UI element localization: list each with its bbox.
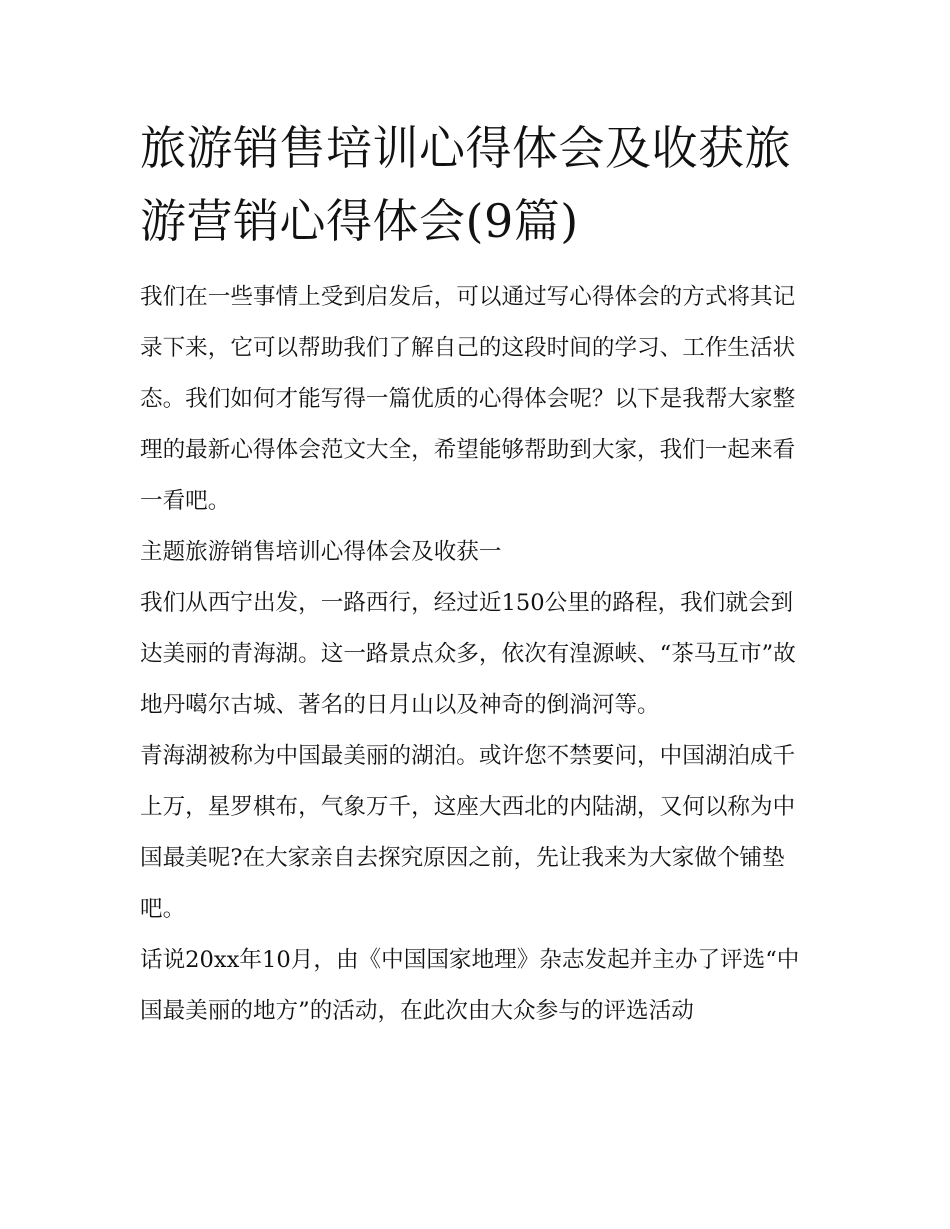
document-page: [140, 112, 812, 1037]
document-title: 旅游销售培训心得体会及收获旅游营销心得体会(9篇): [140, 121, 791, 248]
title-spacer: [140, 258, 812, 272]
body-paragraph: 青海湖被称为中国最美丽的湖泊。或许您不禁要问，中国湖泊成千上万，星罗棋布，气象万千，这座大西北的内陆湖，又何以称为中国最美呢?在大家亲自去探究原因之前，先让我来为大家做个铺垫吧。: [140, 743, 796, 922]
body-paragraph: 我们从西宁出发，一路西行，经过近150公里的路程，我们就会到达美丽的青海湖。这一路景点众多，依次有湟源峡、“茶马互市”故地丹噶尔古城、著名的日月山以及神奇的倒淌河等。: [140, 590, 796, 718]
intro-paragraph: 我们在一些事情上受到启发后，可以通过写心得体会的方式将其记录下来，它可以帮助我们了解自己的这段时间的学习、工作生活状态。我们如何才能写得一篇优质的心得体会呢？以下是我帮大家整理的最新心得体会范文大全，希望能够帮助到大家，我们一起来看一看吧。: [140, 284, 796, 514]
section-heading: 主题旅游销售培训心得体会及收获一: [140, 539, 502, 565]
body-paragraph: 话说20xx年10月，由《中国国家地理》杂志发起并主办了评选“中国最美丽的地方”的活动，在此次由大众参与的评选活动: [140, 947, 800, 1024]
